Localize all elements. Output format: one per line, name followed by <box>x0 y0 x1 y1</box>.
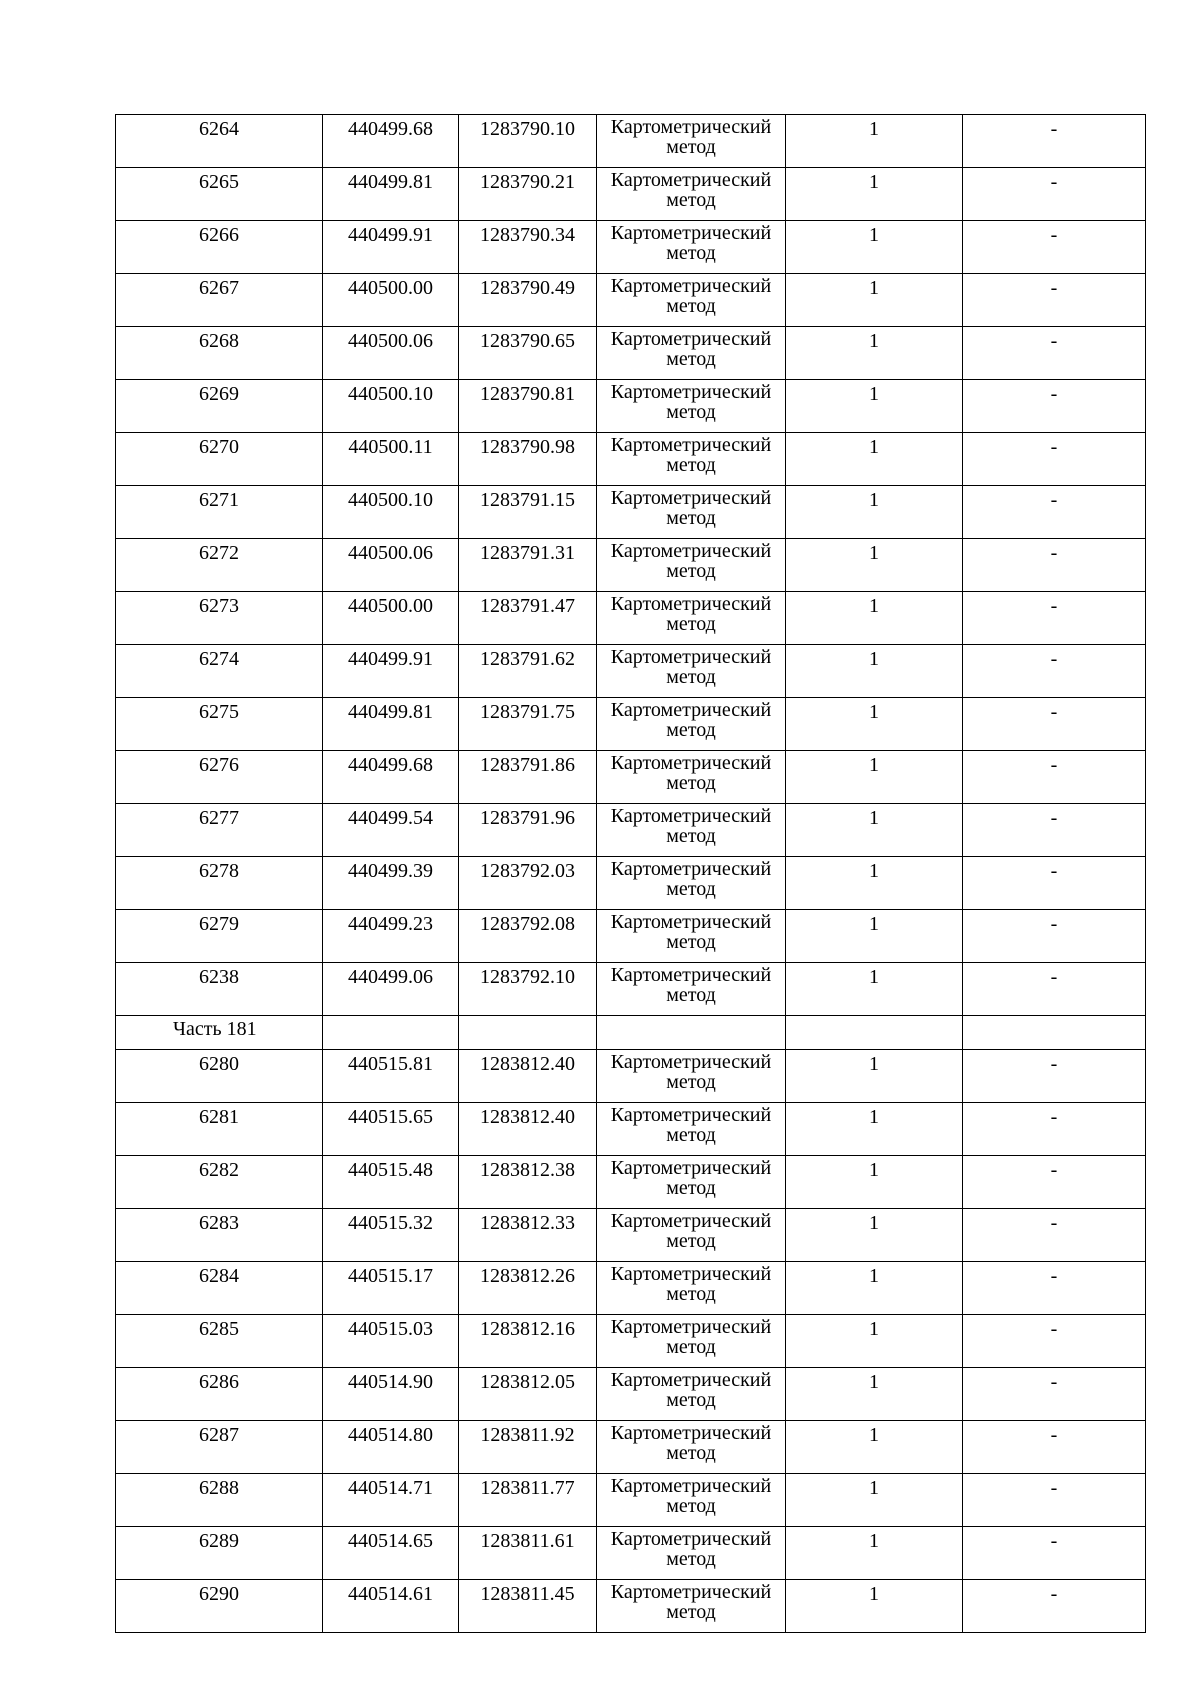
accuracy-cell: 1 <box>786 857 963 910</box>
point-number-cell: 6267 <box>116 274 323 327</box>
x-coordinate-cell: 440499.81 <box>323 168 459 221</box>
table-row <box>116 1580 1146 1633</box>
x-coordinate-cell: 440514.61 <box>323 1580 459 1633</box>
empty-cell <box>459 1016 597 1050</box>
y-coordinate-cell: 1283812.38 <box>459 1156 597 1209</box>
point-number-cell: 6268 <box>116 327 323 380</box>
description-cell: - <box>963 1527 1146 1580</box>
method-cell <box>597 327 786 380</box>
description-cell: - <box>963 380 1146 433</box>
y-coordinate-cell: 1283812.33 <box>459 1209 597 1262</box>
x-coordinate-cell: 440515.03 <box>323 1315 459 1368</box>
method-cell <box>597 115 786 168</box>
table-row <box>116 486 1146 539</box>
table-row <box>116 221 1146 274</box>
x-coordinate-cell: 440515.48 <box>323 1156 459 1209</box>
table-row <box>116 539 1146 592</box>
method-cell <box>597 539 786 592</box>
y-coordinate-cell: 1283811.77 <box>459 1474 597 1527</box>
accuracy-cell: 1 <box>786 1580 963 1633</box>
table-row <box>116 1368 1146 1421</box>
table-row <box>116 1527 1146 1580</box>
table-row <box>116 1474 1146 1527</box>
accuracy-cell: 1 <box>786 1421 963 1474</box>
method-text: метод <box>666 136 716 158</box>
method-cell <box>597 168 786 221</box>
method-text: метод <box>666 1071 716 1093</box>
table-row <box>116 1050 1146 1103</box>
method-text: Картометрический <box>610 1316 772 1338</box>
empty-cell <box>963 1016 1146 1050</box>
method-text: метод <box>666 1230 716 1252</box>
description-cell: - <box>963 1103 1146 1156</box>
x-coordinate-cell: 440500.10 <box>323 380 459 433</box>
point-number-cell: 6273 <box>116 592 323 645</box>
point-number-cell: 6264 <box>116 115 323 168</box>
accuracy-cell: 1 <box>786 1209 963 1262</box>
description-cell: - <box>963 804 1146 857</box>
point-number-cell: 6283 <box>116 1209 323 1262</box>
method-text: Картометрический <box>610 1581 772 1603</box>
method-cell <box>597 804 786 857</box>
x-coordinate-cell: 440499.91 <box>323 221 459 274</box>
description-cell: - <box>963 327 1146 380</box>
description-cell: - <box>963 1580 1146 1633</box>
description-cell: - <box>963 1421 1146 1474</box>
accuracy-cell: 1 <box>786 698 963 751</box>
y-coordinate-cell: 1283812.40 <box>459 1103 597 1156</box>
table-row <box>116 433 1146 486</box>
description-cell: - <box>963 1368 1146 1421</box>
method-cell <box>597 963 786 1016</box>
point-number-cell: 6286 <box>116 1368 323 1421</box>
method-cell <box>597 698 786 751</box>
point-number-cell: 6282 <box>116 1156 323 1209</box>
point-number-cell: 6238 <box>116 963 323 1016</box>
method-text: метод <box>666 507 716 529</box>
description-cell: - <box>963 274 1146 327</box>
method-cell <box>597 221 786 274</box>
point-number-cell: 6275 <box>116 698 323 751</box>
accuracy-cell: 1 <box>786 539 963 592</box>
method-text: Картометрический <box>610 1157 772 1179</box>
table-row <box>116 751 1146 804</box>
x-coordinate-cell: 440515.81 <box>323 1050 459 1103</box>
method-text: Картометрический <box>610 275 772 297</box>
x-coordinate-cell: 440500.06 <box>323 327 459 380</box>
accuracy-cell: 1 <box>786 1262 963 1315</box>
method-cell <box>597 1580 786 1633</box>
x-coordinate-cell: 440500.00 <box>323 592 459 645</box>
method-cell <box>597 1209 786 1262</box>
method-text: метод <box>666 878 716 900</box>
point-number-cell: 6281 <box>116 1103 323 1156</box>
table-row <box>116 1209 1146 1262</box>
section-row <box>116 1016 1146 1050</box>
method-text: метод <box>666 1177 716 1199</box>
description-cell: - <box>963 539 1146 592</box>
accuracy-cell: 1 <box>786 1315 963 1368</box>
point-number-cell: 6265 <box>116 168 323 221</box>
accuracy-cell: 1 <box>786 1527 963 1580</box>
method-cell <box>597 1156 786 1209</box>
y-coordinate-cell: 1283791.75 <box>459 698 597 751</box>
x-coordinate-cell: 440500.10 <box>323 486 459 539</box>
description-cell: - <box>963 592 1146 645</box>
y-coordinate-cell: 1283790.98 <box>459 433 597 486</box>
method-text: метод <box>666 348 716 370</box>
y-coordinate-cell: 1283791.96 <box>459 804 597 857</box>
method-text: Картометрический <box>610 1369 772 1391</box>
description-cell: - <box>963 1209 1146 1262</box>
method-text: Картометрический <box>610 1263 772 1285</box>
y-coordinate-cell: 1283791.15 <box>459 486 597 539</box>
y-coordinate-cell: 1283792.08 <box>459 910 597 963</box>
point-number-cell: 6287 <box>116 1421 323 1474</box>
method-cell <box>597 645 786 698</box>
x-coordinate-cell: 440499.91 <box>323 645 459 698</box>
table-row <box>116 1262 1146 1315</box>
accuracy-cell: 1 <box>786 327 963 380</box>
description-cell: - <box>963 910 1146 963</box>
table-row <box>116 645 1146 698</box>
accuracy-cell: 1 <box>786 380 963 433</box>
method-cell <box>597 1474 786 1527</box>
description-cell: - <box>963 115 1146 168</box>
method-cell <box>597 1315 786 1368</box>
table-row <box>116 963 1146 1016</box>
empty-cell <box>597 1016 786 1050</box>
method-text: Картометрический <box>610 1104 772 1126</box>
method-text: метод <box>666 613 716 635</box>
y-coordinate-cell: 1283811.92 <box>459 1421 597 1474</box>
y-coordinate-cell: 1283791.86 <box>459 751 597 804</box>
description-cell: - <box>963 751 1146 804</box>
accuracy-cell: 1 <box>786 1156 963 1209</box>
method-text: метод <box>666 454 716 476</box>
method-cell <box>597 592 786 645</box>
point-number-cell: 6279 <box>116 910 323 963</box>
description-cell: - <box>963 221 1146 274</box>
point-number-cell: 6266 <box>116 221 323 274</box>
y-coordinate-cell: 1283790.65 <box>459 327 597 380</box>
table-row <box>116 857 1146 910</box>
x-coordinate-cell: 440515.65 <box>323 1103 459 1156</box>
accuracy-cell: 1 <box>786 1368 963 1421</box>
method-cell <box>597 1103 786 1156</box>
method-text: метод <box>666 295 716 317</box>
table-row <box>116 1103 1146 1156</box>
description-cell: - <box>963 857 1146 910</box>
accuracy-cell: 1 <box>786 910 963 963</box>
y-coordinate-cell: 1283811.45 <box>459 1580 597 1633</box>
point-number-cell: 6272 <box>116 539 323 592</box>
method-text: метод <box>666 1283 716 1305</box>
x-coordinate-cell: 440500.00 <box>323 274 459 327</box>
method-text: Картометрический <box>610 699 772 721</box>
method-text: Картометрический <box>610 1422 772 1444</box>
method-text: метод <box>666 1601 716 1623</box>
description-cell: - <box>963 486 1146 539</box>
method-text: Картометрический <box>610 752 772 774</box>
method-text: метод <box>666 560 716 582</box>
x-coordinate-cell: 440499.81 <box>323 698 459 751</box>
method-cell <box>597 1262 786 1315</box>
description-cell: - <box>963 1262 1146 1315</box>
accuracy-cell: 1 <box>786 1103 963 1156</box>
y-coordinate-cell: 1283790.21 <box>459 168 597 221</box>
coordinates-table-body <box>116 115 1146 1633</box>
accuracy-cell: 1 <box>786 168 963 221</box>
table-row <box>116 592 1146 645</box>
table-row <box>116 1421 1146 1474</box>
method-text: Картометрический <box>610 328 772 350</box>
method-text: метод <box>666 242 716 264</box>
method-cell <box>597 910 786 963</box>
method-text: Картометрический <box>610 434 772 456</box>
point-number-cell: 6271 <box>116 486 323 539</box>
point-number-cell: 6274 <box>116 645 323 698</box>
method-text: метод <box>666 189 716 211</box>
accuracy-cell: 1 <box>786 751 963 804</box>
table-row <box>116 698 1146 751</box>
method-text: Картометрический <box>610 646 772 668</box>
method-text: Картометрический <box>610 169 772 191</box>
coordinates-table <box>115 114 1146 1633</box>
x-coordinate-cell: 440514.80 <box>323 1421 459 1474</box>
method-cell <box>597 1527 786 1580</box>
description-cell: - <box>963 963 1146 1016</box>
point-number-cell: 6289 <box>116 1527 323 1580</box>
y-coordinate-cell: 1283792.10 <box>459 963 597 1016</box>
method-text: Картометрический <box>610 116 772 138</box>
y-coordinate-cell: 1283791.31 <box>459 539 597 592</box>
x-coordinate-cell: 440499.68 <box>323 751 459 804</box>
method-cell <box>597 1421 786 1474</box>
method-cell <box>597 433 786 486</box>
method-text: Картометрический <box>610 911 772 933</box>
method-text: Картометрический <box>610 593 772 615</box>
method-cell <box>597 1368 786 1421</box>
accuracy-cell: 1 <box>786 115 963 168</box>
method-text: метод <box>666 984 716 1006</box>
accuracy-cell: 1 <box>786 645 963 698</box>
x-coordinate-cell: 440514.90 <box>323 1368 459 1421</box>
method-text: метод <box>666 401 716 423</box>
table-row <box>116 380 1146 433</box>
point-number-cell: 6276 <box>116 751 323 804</box>
table-row <box>116 115 1146 168</box>
accuracy-cell: 1 <box>786 1050 963 1103</box>
method-text: метод <box>666 1442 716 1464</box>
method-text: Картометрический <box>610 1528 772 1550</box>
y-coordinate-cell: 1283790.34 <box>459 221 597 274</box>
x-coordinate-cell: 440514.71 <box>323 1474 459 1527</box>
method-text: Картометрический <box>610 858 772 880</box>
method-text: Картометрический <box>610 1210 772 1232</box>
method-cell <box>597 751 786 804</box>
y-coordinate-cell: 1283812.26 <box>459 1262 597 1315</box>
method-cell <box>597 857 786 910</box>
accuracy-cell: 1 <box>786 804 963 857</box>
method-text: метод <box>666 931 716 953</box>
x-coordinate-cell: 440500.11 <box>323 433 459 486</box>
accuracy-cell: 1 <box>786 221 963 274</box>
y-coordinate-cell: 1283790.81 <box>459 380 597 433</box>
y-coordinate-cell: 1283791.47 <box>459 592 597 645</box>
description-cell: - <box>963 1050 1146 1103</box>
x-coordinate-cell: 440499.06 <box>323 963 459 1016</box>
description-cell: - <box>963 1315 1146 1368</box>
description-cell: - <box>963 645 1146 698</box>
point-number-cell: 6270 <box>116 433 323 486</box>
table-row <box>116 1156 1146 1209</box>
point-number-cell: 6269 <box>116 380 323 433</box>
method-text: метод <box>666 1124 716 1146</box>
accuracy-cell: 1 <box>786 592 963 645</box>
y-coordinate-cell: 1283812.05 <box>459 1368 597 1421</box>
method-cell <box>597 1050 786 1103</box>
y-coordinate-cell: 1283790.10 <box>459 115 597 168</box>
method-text: метод <box>666 666 716 688</box>
y-coordinate-cell: 1283790.49 <box>459 274 597 327</box>
x-coordinate-cell: 440500.06 <box>323 539 459 592</box>
table-row <box>116 168 1146 221</box>
description-cell: - <box>963 698 1146 751</box>
accuracy-cell: 1 <box>786 433 963 486</box>
empty-cell <box>786 1016 963 1050</box>
method-text: Картометрический <box>610 1475 772 1497</box>
x-coordinate-cell: 440499.54 <box>323 804 459 857</box>
method-cell <box>597 380 786 433</box>
y-coordinate-cell: 1283792.03 <box>459 857 597 910</box>
x-coordinate-cell: 440499.23 <box>323 910 459 963</box>
x-coordinate-cell: 440514.65 <box>323 1527 459 1580</box>
y-coordinate-cell: 1283812.16 <box>459 1315 597 1368</box>
description-cell: - <box>963 168 1146 221</box>
description-cell: - <box>963 433 1146 486</box>
table-row <box>116 910 1146 963</box>
method-cell <box>597 274 786 327</box>
description-cell: - <box>963 1156 1146 1209</box>
method-text: метод <box>666 1495 716 1517</box>
method-text: метод <box>666 719 716 741</box>
method-text: метод <box>666 772 716 794</box>
point-number-cell: 6278 <box>116 857 323 910</box>
table-row <box>116 274 1146 327</box>
table-row <box>116 1315 1146 1368</box>
y-coordinate-cell: 1283811.61 <box>459 1527 597 1580</box>
point-number-cell: 6290 <box>116 1580 323 1633</box>
table-row <box>116 327 1146 380</box>
point-number-cell: 6280 <box>116 1050 323 1103</box>
x-coordinate-cell: 440515.32 <box>323 1209 459 1262</box>
method-text: метод <box>666 825 716 847</box>
section-label: Часть 181 <box>116 1016 323 1050</box>
x-coordinate-cell: 440499.39 <box>323 857 459 910</box>
accuracy-cell: 1 <box>786 486 963 539</box>
y-coordinate-cell: 1283812.40 <box>459 1050 597 1103</box>
y-coordinate-cell: 1283791.62 <box>459 645 597 698</box>
accuracy-cell: 1 <box>786 1474 963 1527</box>
point-number-cell: 6277 <box>116 804 323 857</box>
accuracy-cell: 1 <box>786 963 963 1016</box>
method-text: метод <box>666 1548 716 1570</box>
method-text: Картометрический <box>610 540 772 562</box>
x-coordinate-cell: 440499.68 <box>323 115 459 168</box>
method-text: Картометрический <box>610 222 772 244</box>
point-number-cell: 6285 <box>116 1315 323 1368</box>
method-text: метод <box>666 1389 716 1411</box>
accuracy-cell: 1 <box>786 274 963 327</box>
method-text: Картометрический <box>610 805 772 827</box>
method-text: Картометрический <box>610 1051 772 1073</box>
method-text: метод <box>666 1336 716 1358</box>
method-text: Картометрический <box>610 381 772 403</box>
description-cell: - <box>963 1474 1146 1527</box>
x-coordinate-cell: 440515.17 <box>323 1262 459 1315</box>
method-text: Картометрический <box>610 487 772 509</box>
method-text: Картометрический <box>610 964 772 986</box>
table-row <box>116 804 1146 857</box>
point-number-cell: 6284 <box>116 1262 323 1315</box>
point-number-cell: 6288 <box>116 1474 323 1527</box>
method-cell <box>597 486 786 539</box>
empty-cell <box>323 1016 459 1050</box>
